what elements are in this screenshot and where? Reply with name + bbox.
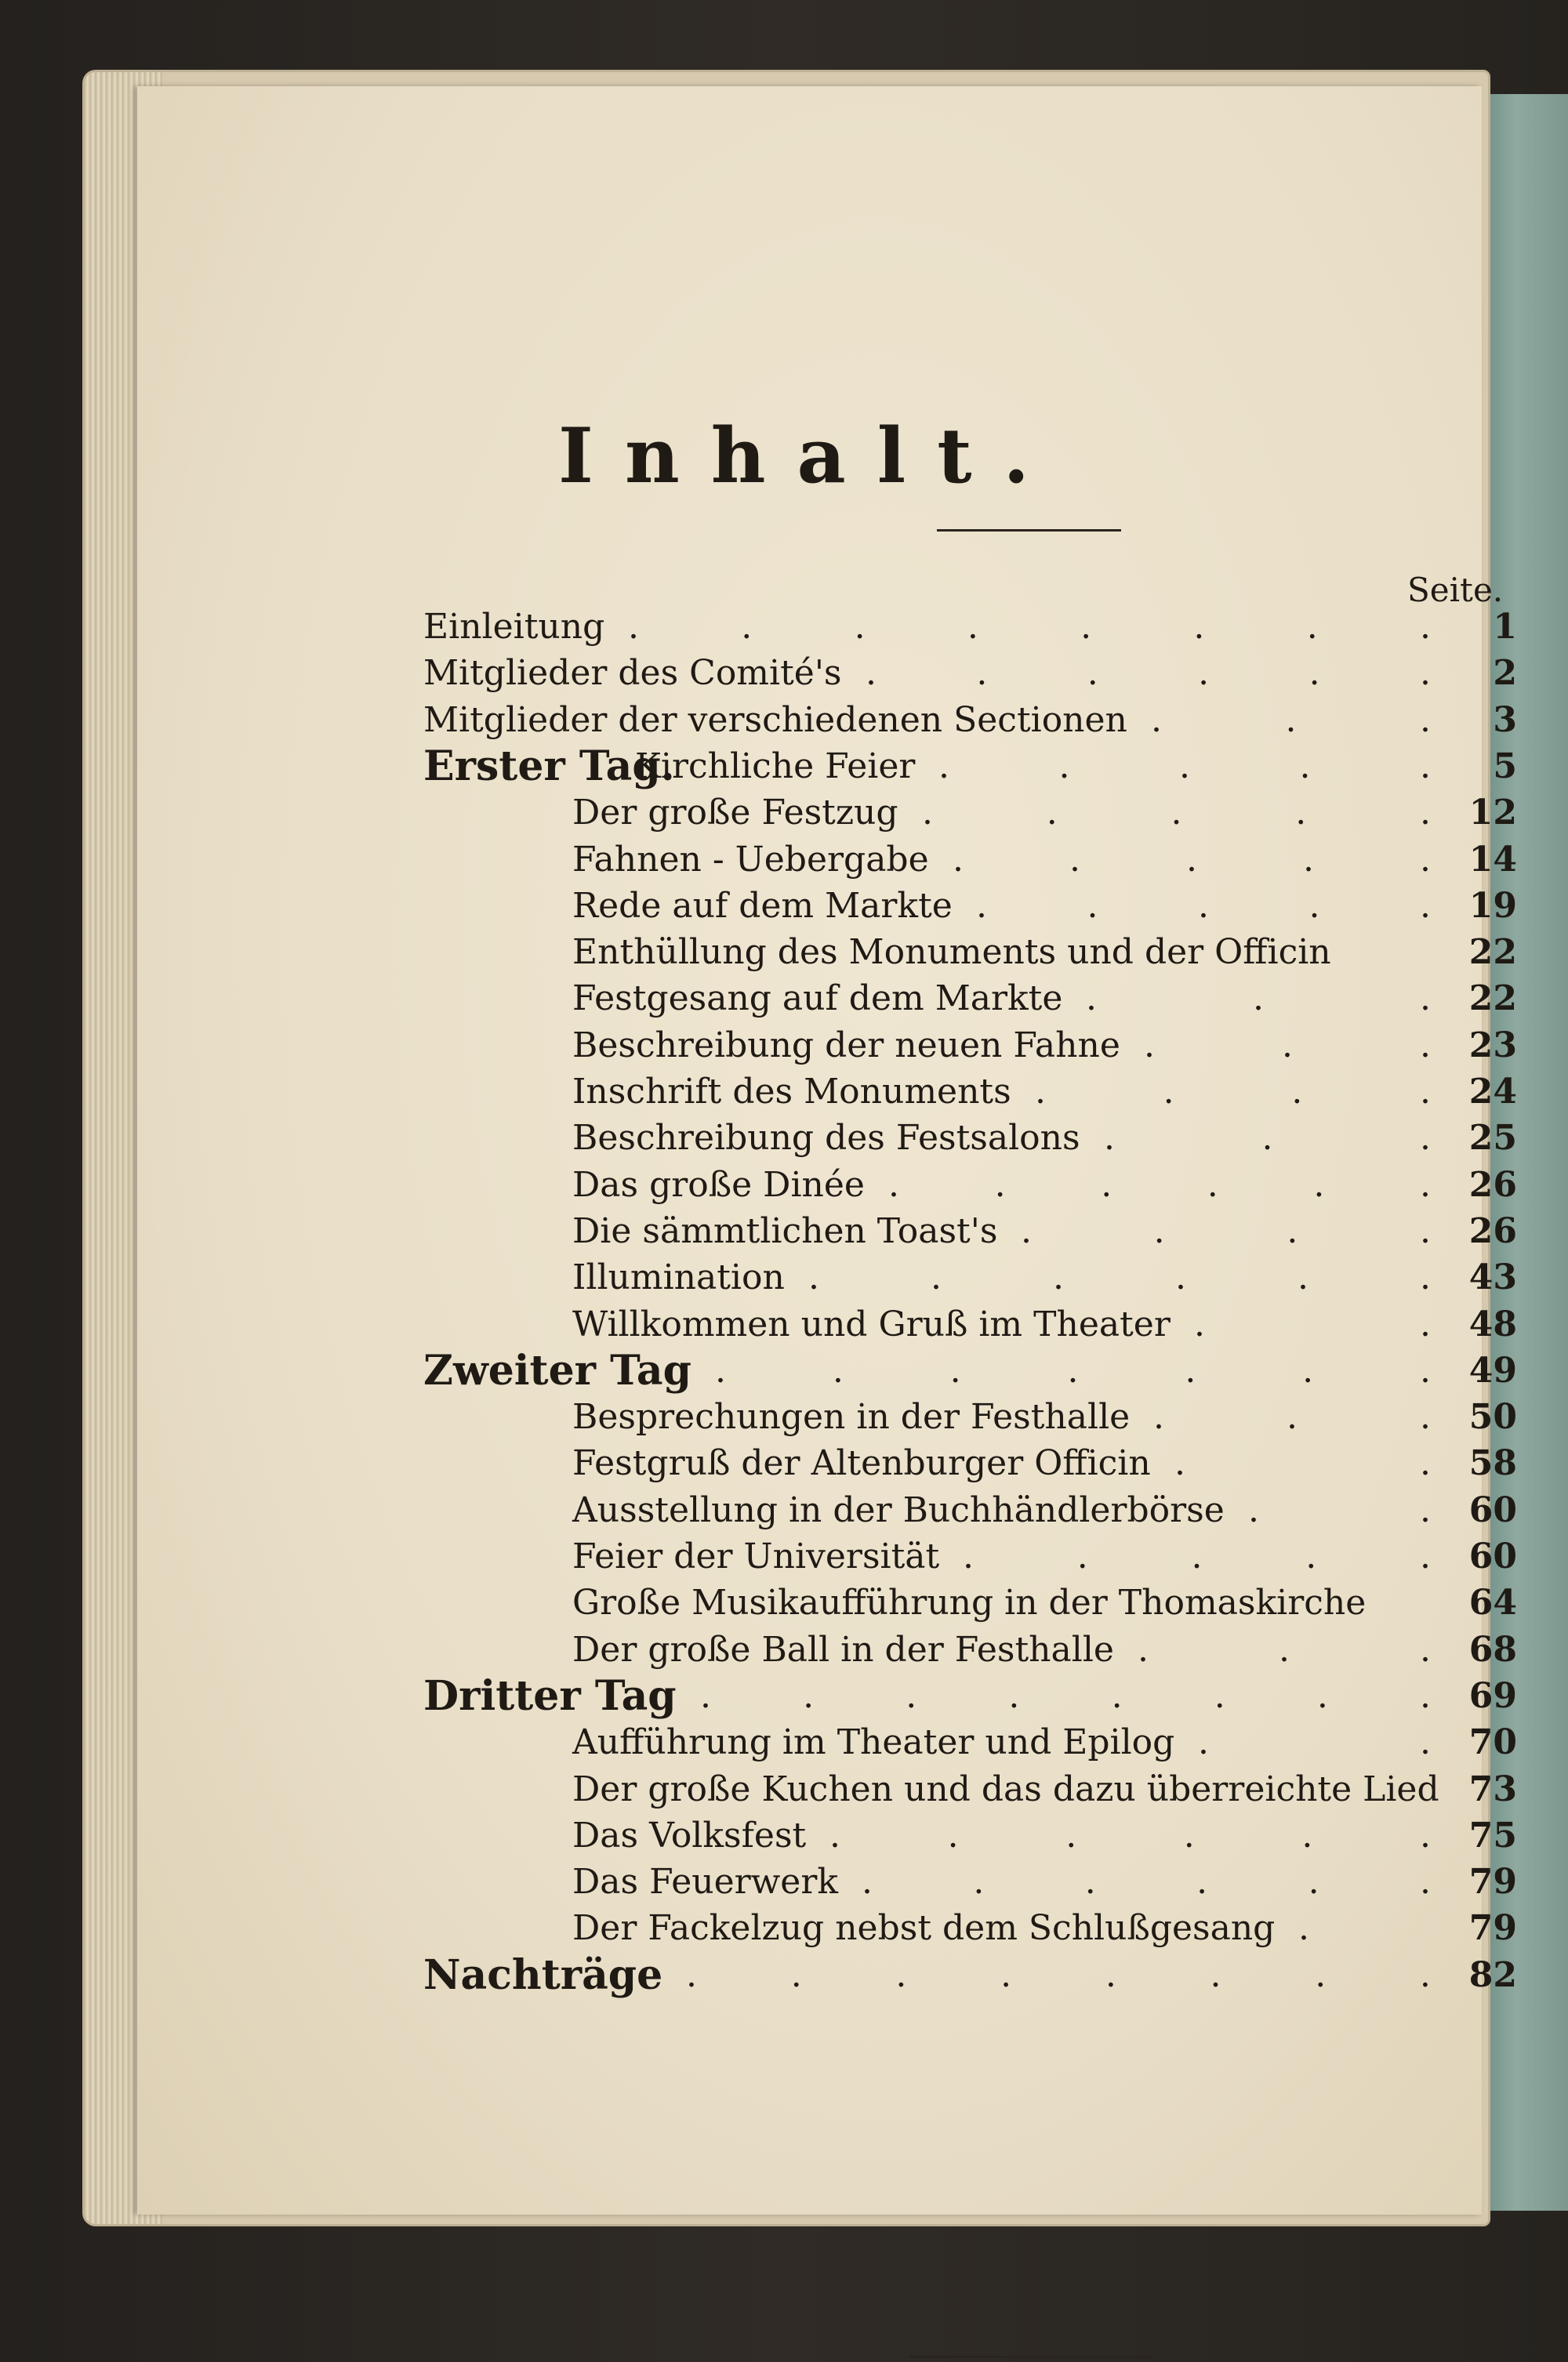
leader-dot: . — [1111, 1675, 1123, 1716]
toc-page-number: 22 — [1468, 978, 1517, 1019]
toc-entry — [137, 1208, 1517, 1255]
dot-leader — [888, 1162, 1431, 1209]
leader-dot: . — [1420, 1489, 1431, 1530]
toc-page-number: 26 — [1468, 1164, 1517, 1205]
dot-leader — [1248, 1487, 1431, 1534]
toc-entry — [137, 1533, 1517, 1580]
dot-leader — [686, 1952, 1431, 1999]
leader-dot: . — [862, 1862, 873, 1903]
leader-dot: . — [1138, 1629, 1149, 1670]
toc-entry-label: Beschreibung des Festsalons — [572, 1118, 1080, 1159]
leader-dot: . — [931, 1257, 942, 1298]
toc-page-number: 25 — [1468, 1118, 1517, 1159]
leader-dot: . — [1198, 1722, 1209, 1763]
leader-dot: . — [1144, 1025, 1155, 1065]
toc-entry — [137, 1348, 1517, 1395]
leader-dot: . — [1185, 1350, 1196, 1391]
toc-entry-label: Feier der Universität — [572, 1537, 940, 1576]
leader-dot: . — [1298, 1257, 1308, 1298]
toc-entry-label: Einleitung — [423, 607, 605, 647]
leader-dot: . — [829, 1815, 840, 1856]
leader-dot: . — [1253, 978, 1264, 1019]
leader-dot: . — [976, 653, 988, 694]
leader-dot: . — [1299, 746, 1311, 786]
leader-dot: . — [1419, 607, 1431, 647]
leader-dot: . — [1285, 699, 1297, 740]
toc-entry-label: Aufführung im Theater und Epilog — [572, 1722, 1175, 1763]
leader-dot: . — [1420, 839, 1431, 880]
leader-dot: . — [1163, 1072, 1174, 1112]
leader-dot: . — [1308, 653, 1320, 694]
leader-dot: . — [947, 1815, 959, 1856]
leader-dot: . — [832, 1350, 844, 1391]
leader-dot: . — [1282, 1025, 1293, 1065]
toc-entry-label: Der große Ball in der Festhalle — [572, 1629, 1114, 1670]
toc-entry-label: Große Musikaufführung in der Thomaskirche — [572, 1583, 1367, 1624]
leader-dot: . — [994, 1164, 1006, 1205]
leader-dot: . — [1287, 1397, 1298, 1438]
dot-leader — [1174, 1440, 1431, 1487]
leader-dot: . — [1193, 607, 1205, 647]
toc-page-number: 75 — [1468, 1815, 1517, 1856]
leader-dot: . — [1087, 885, 1098, 926]
leader-dot: . — [1420, 793, 1431, 833]
dot-leader — [715, 1348, 1431, 1395]
leader-dot: . — [1105, 1954, 1116, 1995]
leader-dot: . — [1175, 1257, 1186, 1298]
toc-entry — [137, 1766, 1517, 1813]
toc-entry — [137, 883, 1517, 930]
toc-entry — [137, 1580, 1517, 1627]
leader-dot: . — [1008, 1675, 1020, 1716]
toc-entry-label: Kirchliche Feier — [635, 746, 916, 786]
leader-dot: . — [1087, 653, 1098, 694]
dot-leader — [953, 836, 1431, 883]
dot-leader — [938, 743, 1431, 790]
toc-entry — [137, 1673, 1517, 1720]
toc-entry — [137, 1859, 1517, 1906]
toc-page-number: 60 — [1468, 1489, 1517, 1530]
leader-dot: . — [1248, 1489, 1259, 1530]
toc-page-number: 50 — [1468, 1397, 1517, 1438]
leader-dot: . — [1298, 1908, 1309, 1949]
toc-entry — [137, 743, 1517, 790]
toc-entry — [137, 1812, 1517, 1859]
toc-entry — [137, 1952, 1517, 1999]
toc-entry — [137, 1627, 1517, 1674]
leader-dot: . — [1420, 1257, 1431, 1298]
leader-dot: . — [1000, 1954, 1012, 1995]
toc-entry-label: Mitglieder der verschiedenen Sectionen — [423, 699, 1127, 740]
leader-dot: . — [1308, 885, 1320, 926]
leader-dot: . — [1035, 1072, 1046, 1112]
toc-entry — [137, 1301, 1517, 1348]
leader-dot: . — [1067, 1350, 1079, 1391]
leader-dot: . — [1419, 653, 1431, 694]
toc-page-number: 79 — [1468, 1862, 1517, 1903]
dot-leader — [922, 789, 1431, 836]
leader-dot: . — [1076, 1537, 1088, 1576]
toc-entry-label: Der große Kuchen und das dazu überreichte Lied — [572, 1769, 1439, 1809]
leader-dot: . — [1420, 1443, 1431, 1484]
toc-entry — [137, 929, 1517, 976]
toc-entry — [137, 650, 1517, 697]
book-page — [137, 86, 1517, 2215]
leader-dot: . — [938, 746, 949, 786]
toc-entry-label: Besprechungen in der Festhalle — [572, 1397, 1131, 1438]
leader-dot: . — [1291, 1072, 1303, 1112]
toc-entry-label: Der große Festzug — [572, 793, 898, 833]
leader-dot: . — [700, 1675, 711, 1716]
leader-dot: . — [1151, 699, 1162, 740]
leader-dot: . — [1287, 1210, 1298, 1251]
toc-section-heading: Zweiter Tag — [423, 1346, 691, 1395]
toc-page-number: 24 — [1468, 1072, 1517, 1112]
toc-page-number: 5 — [1493, 746, 1517, 786]
toc-page-number: 60 — [1468, 1537, 1517, 1576]
dot-leader — [1144, 1022, 1431, 1069]
leader-dot: . — [1065, 1815, 1077, 1856]
leader-dot: . — [1186, 839, 1197, 880]
toc-page-number: 73 — [1468, 1769, 1517, 1809]
dot-leader — [808, 1254, 1431, 1301]
toc-entry — [137, 1069, 1517, 1116]
toc-page-number: 58 — [1468, 1443, 1517, 1484]
leader-dot: . — [1171, 793, 1182, 833]
toc-entry-label: Festgruß der Altenburger Officin — [572, 1443, 1151, 1484]
dot-leader — [700, 1673, 1431, 1720]
toc-entry-label: Das große Dinée — [572, 1164, 865, 1205]
dot-leader — [829, 1812, 1431, 1859]
leader-dot: . — [1046, 793, 1058, 833]
leader-dot: . — [1198, 653, 1210, 694]
toc-entry-label: Mitglieder des Comité's — [423, 653, 842, 694]
toc-entry-label: Das Volksfest — [572, 1815, 807, 1856]
toc-entry-label: Illumination — [572, 1257, 785, 1298]
page-title: Inhalt. — [558, 412, 1061, 500]
toc-entry — [137, 1254, 1517, 1301]
leader-dot: . — [1295, 793, 1307, 833]
toc-entry-label: Fahnen - Uebergabe — [572, 839, 929, 880]
leader-dot: . — [628, 607, 639, 647]
toc-entry — [137, 975, 1517, 1022]
leader-dot: . — [741, 607, 753, 647]
leader-dot: . — [888, 1164, 899, 1205]
leader-dot: . — [1419, 1072, 1431, 1112]
toc-section-heading: Erster Tag. — [423, 742, 675, 790]
leader-dot: . — [1196, 1862, 1208, 1903]
leader-dot: . — [963, 1537, 974, 1576]
leader-dot: . — [1174, 1443, 1185, 1484]
leader-dot: . — [1058, 746, 1070, 786]
leader-dot: . — [906, 1675, 917, 1716]
toc-entry — [137, 697, 1517, 744]
dot-leader — [963, 1533, 1431, 1580]
leader-dot: . — [1419, 1210, 1431, 1251]
leader-dot: . — [1419, 1862, 1431, 1903]
dot-leader — [628, 604, 1431, 651]
leader-dot: . — [1420, 978, 1431, 1019]
leader-dot: . — [949, 1350, 961, 1391]
leader-dot: . — [1420, 1722, 1431, 1763]
leader-dot: . — [1306, 607, 1318, 647]
leader-dot: . — [1420, 1629, 1431, 1670]
leader-dot: . — [1419, 1350, 1431, 1391]
dot-leader — [1086, 975, 1431, 1022]
leader-dot: . — [686, 1954, 697, 1995]
dot-leader — [1153, 1394, 1431, 1441]
toc-page-number: 49 — [1468, 1350, 1517, 1391]
toc-entry — [137, 1719, 1517, 1766]
toc-page-number: 82 — [1468, 1954, 1517, 1995]
toc-entry-label: Inschrift des Monuments — [572, 1072, 1011, 1112]
leader-dot: . — [1419, 1815, 1431, 1856]
leader-dot: . — [1021, 1210, 1032, 1251]
toc-page-number: 68 — [1468, 1629, 1517, 1670]
leader-dot: . — [1419, 1164, 1431, 1205]
leader-dot: . — [1419, 1954, 1431, 1995]
toc-page-number: 70 — [1468, 1722, 1517, 1763]
toc-entry-label: Rede auf dem Markte — [572, 885, 953, 926]
toc-page-number: 2 — [1493, 653, 1517, 694]
leader-dot: . — [808, 1257, 819, 1298]
toc-entry-label: Ausstellung in der Buchhändlerbörse — [572, 1489, 1225, 1530]
leader-dot: . — [1191, 1537, 1203, 1576]
toc-entry — [137, 836, 1517, 883]
leader-dot: . — [976, 885, 987, 926]
toc-page-number: 19 — [1468, 885, 1517, 926]
toc-page-number: 12 — [1468, 793, 1517, 833]
leader-dot: . — [1153, 1210, 1165, 1251]
leader-dot: . — [1104, 1118, 1115, 1159]
toc-page-number: 3 — [1493, 699, 1517, 740]
dot-leader — [1104, 1115, 1431, 1162]
dot-leader — [1194, 1301, 1431, 1348]
leader-dot: . — [1214, 1675, 1225, 1716]
toc-section-heading: Nachträge — [423, 1950, 663, 1999]
toc-entry — [137, 1022, 1517, 1069]
leader-dot: . — [1420, 1025, 1431, 1065]
leader-dot: . — [1308, 1862, 1319, 1903]
toc-entry — [137, 1440, 1517, 1487]
leader-dot: . — [1420, 1304, 1431, 1344]
toc-entry — [137, 1115, 1517, 1162]
leader-dot: . — [1305, 1537, 1317, 1576]
toc-page-number: 43 — [1468, 1257, 1517, 1298]
leader-dot: . — [1302, 1350, 1314, 1391]
leader-dot: . — [1303, 839, 1314, 880]
toc-page-number: 64 — [1468, 1583, 1517, 1624]
leader-dot: . — [1420, 885, 1431, 926]
leader-dot: . — [1101, 1164, 1112, 1205]
toc-entry-label: Das Feuerwerk — [572, 1862, 839, 1903]
leader-dot: . — [1194, 1304, 1205, 1344]
toc-page-number: 26 — [1468, 1210, 1517, 1251]
leader-dot: . — [1279, 1629, 1290, 1670]
toc-entry — [137, 1487, 1517, 1534]
leader-dot: . — [1183, 1815, 1195, 1856]
leader-dot: . — [1315, 1954, 1327, 1995]
dot-leader — [976, 883, 1431, 930]
dot-leader — [1035, 1069, 1431, 1116]
leader-dot: . — [1261, 1118, 1273, 1159]
leader-dot: . — [1420, 746, 1431, 786]
toc-entry-label: Die sämmtlichen Toast's — [572, 1210, 998, 1251]
leader-dot: . — [854, 607, 866, 647]
toc-page-number: 69 — [1468, 1675, 1517, 1716]
toc-entry — [137, 604, 1517, 651]
toc-page-number: 1 — [1493, 607, 1517, 647]
title-rule — [937, 529, 1121, 532]
dot-leader — [1151, 697, 1431, 744]
dot-leader — [866, 650, 1431, 697]
leader-dot: . — [1086, 978, 1097, 1019]
leader-dot: . — [1419, 1675, 1431, 1716]
toc-entry-label: Festgesang auf dem Markte — [572, 978, 1063, 1019]
leader-dot: . — [1301, 1815, 1313, 1856]
leader-dot: . — [1069, 839, 1080, 880]
dot-leader — [1298, 1905, 1431, 1952]
dot-leader — [1021, 1208, 1431, 1255]
toc-page-number: 48 — [1468, 1304, 1517, 1344]
toc-entry — [137, 1905, 1517, 1952]
leader-dot: . — [1153, 1397, 1164, 1438]
toc-page-number: 22 — [1468, 932, 1517, 973]
toc-section-heading: Dritter Tag — [423, 1671, 677, 1720]
toc-entry-label: Willkommen und Gruß im Theater — [572, 1304, 1171, 1344]
leader-dot: . — [1198, 885, 1209, 926]
leader-dot: . — [1313, 1164, 1325, 1205]
leader-dot: . — [1316, 1675, 1328, 1716]
leader-dot: . — [967, 607, 978, 647]
leader-dot: . — [1420, 1537, 1431, 1576]
leader-dot: . — [1420, 1397, 1431, 1438]
page-column-label: Seite. — [1407, 571, 1504, 609]
toc-page-number: 23 — [1468, 1025, 1517, 1065]
leader-dot: . — [1179, 746, 1190, 786]
bottom-rule — [909, 2356, 1152, 2358]
toc-entry — [137, 789, 1517, 836]
toc-entry-label: Der Fackelzug nebst dem Schlußgesang — [572, 1908, 1276, 1949]
leader-dot: . — [1207, 1164, 1218, 1205]
toc-page-number: 14 — [1468, 839, 1517, 880]
toc-entry-label: Enthüllung des Monuments und der Officin — [572, 932, 1331, 973]
dot-leader — [1198, 1719, 1431, 1766]
leader-dot: . — [1420, 699, 1431, 740]
leader-dot: . — [803, 1675, 815, 1716]
dot-leader — [862, 1859, 1431, 1906]
leader-dot: . — [895, 1954, 907, 1995]
toc-entry — [137, 1394, 1517, 1441]
leader-dot: . — [866, 653, 877, 694]
dot-leader — [1138, 1627, 1431, 1674]
leader-dot: . — [1210, 1954, 1221, 1995]
toc-page-number: 79 — [1468, 1908, 1517, 1949]
leader-dot: . — [953, 839, 964, 880]
leader-dot: . — [790, 1954, 802, 1995]
leader-dot: . — [1084, 1862, 1096, 1903]
leader-dot: . — [715, 1350, 726, 1391]
leader-dot: . — [1080, 607, 1092, 647]
leader-dot: . — [973, 1862, 985, 1903]
leader-dot: . — [1420, 1118, 1431, 1159]
leader-dot: . — [1053, 1257, 1064, 1298]
leader-dot: . — [922, 793, 933, 833]
toc-entry — [137, 1162, 1517, 1209]
toc-entry-label: Beschreibung der neuen Fahne — [572, 1025, 1120, 1065]
